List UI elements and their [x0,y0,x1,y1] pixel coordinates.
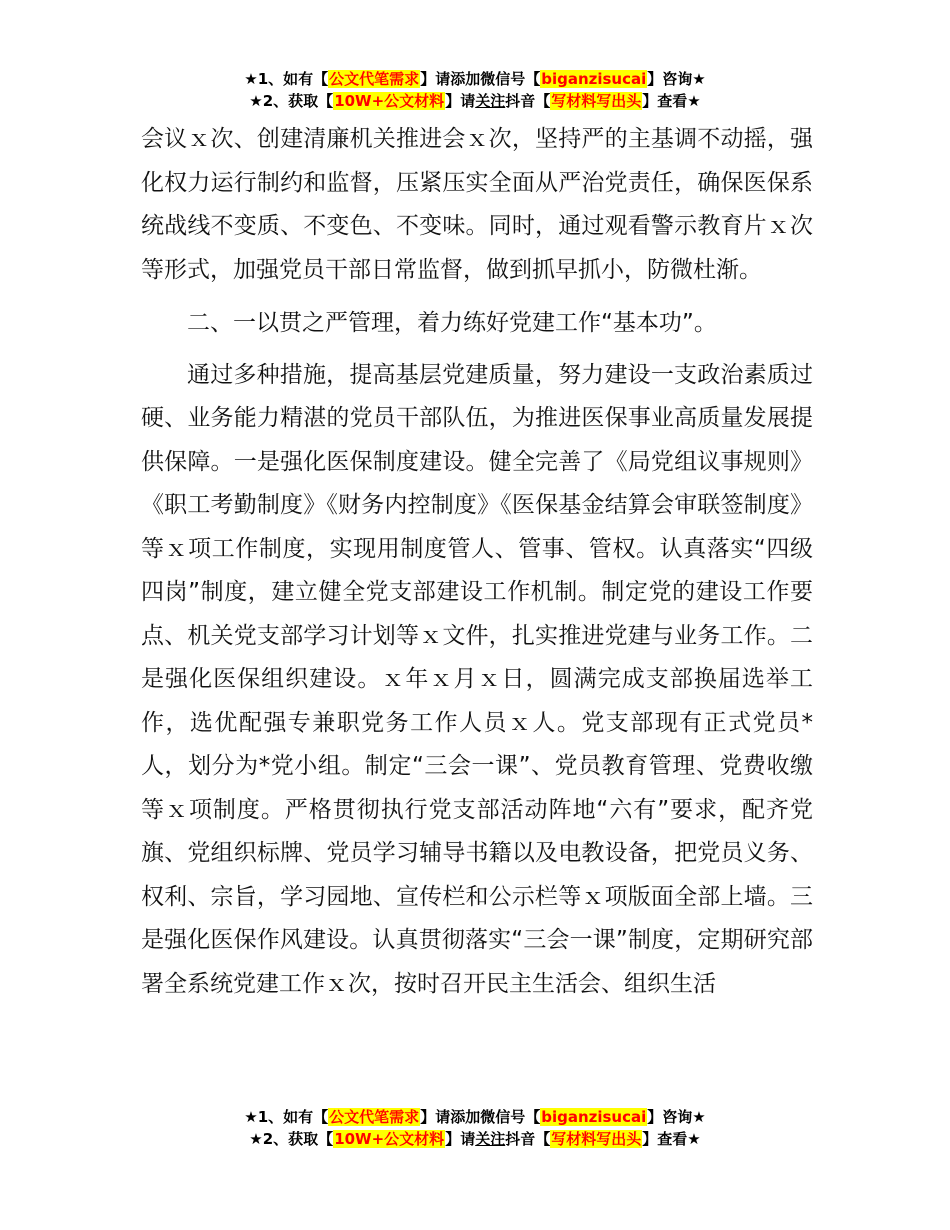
banner-text: 】请 [445,1130,476,1148]
banner-text: 】请添加微信号【 [420,70,541,88]
highlight-douyin-account: 写材料写出头 [551,92,642,110]
highlight-materials: 10W+公文材料 [334,1130,445,1148]
banner-text: 】查看★ [642,1130,701,1148]
banner-text: ★2、获取【 [249,1130,334,1148]
underlined-follow: 关注 [475,1130,506,1148]
highlight-wechat-id: biganzisucai [541,70,647,88]
banner-text: 】咨询★ [647,70,706,88]
banner-text: 抖音【 [505,1130,551,1148]
highlight-materials: 10W+公文材料 [334,92,445,110]
banner-text: ★1、如有【 [244,1108,329,1126]
highlight-wechat-id: biganzisucai [541,1108,647,1126]
paragraph-main: 通过多种措施，提高基层党建质量，努力建设一支政治素质过硬、业务能力精湛的党员干部队伍，为推进医保事业高质量发展提供保障。一是强化医保制度建设。健全完善了《局党组议事规则》《职工考勤制度》《财务内控制度》《医保基金结算会审联签制度》等ｘ项工作制度，实现用制度管人、管事、管权。认真落实“四级四岗”制度，建立健全党支部建设工作机制。制定党的建设工作要点、机关党支部学习计划等ｘ文件，扎实推进党建与业务工作。二是强化医保组织建设。ｘ年ｘ月ｘ日，圆满完成支部换届选举工作，选优配强专兼职党务工作人员ｘ人。党支部现有正式党员*人，划分为*党小组。制定“三会一课”、党员教育管理、党费收缴等ｘ项制度。严格贯彻执行党支部活动阵地“六有”要求，配齐党旗、党组织标牌、党员学习辅导书籍以及电教设备，把党员义务、权利、宗旨，学习园地、宣传栏和公示栏等ｘ项版面全部上墙。三是强化医保作风建设。认真贯彻落实“三会一课”制度，定期研究部署全系统党建工作ｘ次，按时召开民主生活会、组织生活 [141,361,814,997]
banner-text: 抖音【 [505,92,551,110]
header-banner-line-1 [0,68,950,90]
footer-banner [0,1106,950,1150]
document-body [141,118,813,1006]
banner-text: 】咨询★ [647,1108,706,1126]
footer-banner-line-1 [0,1106,950,1128]
underlined-follow: 关注 [475,92,506,110]
highlight-service: 公文代笔需求 [329,70,420,88]
banner-text: 】查看★ [642,92,701,110]
highlight-douyin-account: 写材料写出头 [551,1130,642,1148]
paragraph-continued: 会议ｘ次、创建清廉机关推进会ｘ次，坚持严的主基调不动摇，强化权力运行制约和监督，压紧压实全面从严治党责任，确保医保系统战线不变质、不变色、不变味。同时，通过观看警示教育片ｘ次等形式，加强党员干部日常监督，做到抓早抓小，防微杜渐。 [141,126,813,283]
header-banner-line-2 [0,90,950,112]
footer-banner-line-2 [0,1128,950,1150]
banner-text: 】请添加微信号【 [420,1108,541,1126]
header-banner [0,68,950,112]
highlight-service: 公文代笔需求 [329,1108,420,1126]
banner-text: 】请 [445,92,476,110]
banner-text: ★1、如有【 [244,70,329,88]
section-heading: 二、一以贯之严管理，着力练好党建工作“基本功”。 [187,310,717,336]
banner-text: ★2、获取【 [249,92,334,110]
